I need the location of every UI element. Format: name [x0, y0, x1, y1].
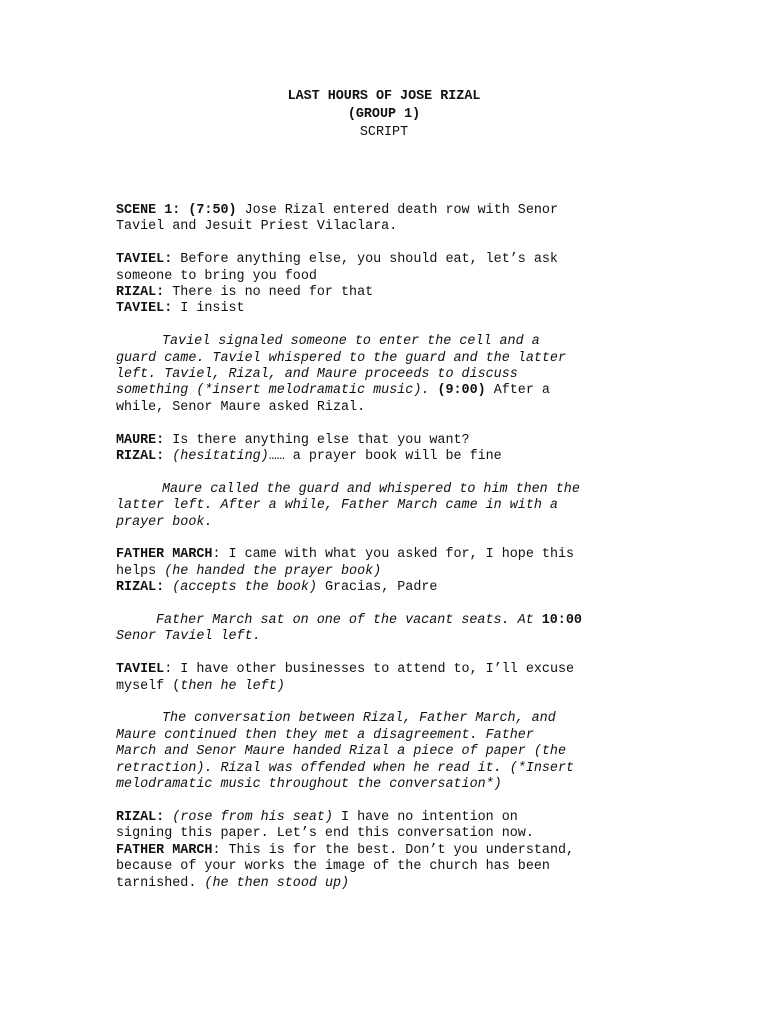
dialogue-line: I have other businesses to attend to, I’ll excuse — [172, 662, 575, 678]
dialogue-line: Before anything else, you should eat, let’s ask — [172, 252, 558, 268]
direction-line: guard came. Taviel whispered to the guard and the latter — [116, 350, 566, 366]
direction-line: something (*insert melodramatic music). — [116, 383, 430, 399]
colon: : — [212, 547, 221, 563]
speaker-name: RIZAL: — [116, 580, 165, 596]
script-label: SCRIPT — [359, 125, 409, 140]
speaker-name: RIZAL: — [116, 449, 165, 465]
dialogue-line: myself ( — [116, 678, 181, 694]
direction-line: latter left. After a while, Father March came in with a — [116, 498, 558, 514]
parenthetical: (hesitating) — [164, 449, 269, 465]
dialogue-line: helps — [116, 563, 165, 579]
title-block — [0, 88, 768, 142]
stage-direction — [116, 334, 656, 416]
time-marker: 10:00 — [541, 613, 582, 629]
dialogue-line: …… a prayer book will be fine — [268, 449, 502, 465]
scene-label: SCENE 1: — [116, 203, 181, 218]
colon: : — [164, 662, 173, 678]
group-label: (GROUP 1) — [347, 107, 421, 122]
dialogue-block — [116, 252, 656, 318]
parenthetical: (accepts the book) — [164, 580, 317, 596]
direction-text: After a — [485, 383, 550, 399]
direction-line: prayer book. — [116, 514, 213, 530]
dialogue-line: I have no intention on — [332, 809, 518, 825]
colon: : — [212, 842, 221, 858]
direction-line: retraction). Rizal was offended when he read it. (*Insert — [116, 760, 575, 776]
direction-line: Maure called the guard and whispered to him then the — [162, 481, 580, 497]
parenthetical: (rose from his seat) — [164, 809, 333, 825]
stage-direction — [116, 613, 656, 646]
direction-text: while, Senor Maure asked Rizal. — [116, 399, 366, 415]
document-title: LAST HOURS OF JOSE RIZAL — [287, 89, 481, 104]
parenthetical: then he left) — [180, 678, 285, 694]
direction-line: March and Senor Maure handed Rizal a piece of paper (the — [116, 744, 566, 760]
speaker-name: TAVIEL: — [116, 301, 173, 317]
direction-line: Taviel signaled someone to enter the cell and a — [162, 334, 540, 350]
speaker-name: TAVIEL — [116, 662, 165, 678]
dialogue-line: signing this paper. Let’s end this conversation now. — [116, 826, 534, 842]
direction-line: left. Taviel, Rizal, and Maure proceeds to discuss — [116, 367, 518, 383]
dialogue-line: I insist — [172, 301, 245, 317]
dialogue-line: Is there anything else that you want? — [164, 432, 470, 448]
stage-direction — [116, 482, 656, 531]
dialogue-line: I came with what you asked for, I hope this — [220, 547, 575, 563]
direction-line: Maure continued then they met a disagreement. Father — [116, 727, 534, 743]
speaker-name: FATHER MARCH — [116, 842, 213, 858]
dialogue-line: There is no need for that — [164, 285, 374, 301]
dialogue-block — [116, 810, 656, 892]
speaker-name: FATHER MARCH — [116, 547, 213, 563]
dialogue-line: someone to bring you food — [116, 268, 317, 284]
direction-line: Father March sat on one of the vacant seats. At — [156, 613, 542, 629]
scene-text-cont: Taviel and Jesuit Priest Vilaclara. — [116, 219, 398, 235]
parenthetical: (he then stood up) — [204, 875, 350, 891]
scene-time: (7:50) — [188, 203, 237, 218]
dialogue-line: tarnished. — [116, 875, 205, 891]
dialogue-block — [116, 547, 656, 596]
scene-text: Jose Rizal entered death row with Senor — [236, 203, 558, 218]
dialogue-block — [116, 662, 656, 695]
speaker-name: TAVIEL: — [116, 252, 173, 268]
direction-line: melodramatic music throughout the conversation*) — [116, 777, 502, 793]
script-body — [116, 203, 656, 908]
parenthetical: (he handed the prayer book) — [164, 563, 382, 579]
stage-direction — [116, 711, 656, 793]
speaker-name: RIZAL: — [116, 809, 165, 825]
direction-line: The conversation between Rizal, Father March, and — [162, 711, 556, 727]
dialogue-block — [116, 433, 656, 466]
speaker-name: RIZAL: — [116, 285, 165, 301]
scene-heading — [116, 203, 656, 236]
dialogue-line: This is for the best. Don’t you understand, — [220, 842, 575, 858]
dialogue-line: because of your works the image of the church has been — [116, 859, 550, 875]
dialogue-line: Gracias, Padre — [316, 580, 438, 596]
direction-line: Senor Taviel left. — [116, 629, 261, 645]
speaker-name: MAURE: — [116, 432, 165, 448]
time-marker: (9:00) — [429, 383, 486, 399]
